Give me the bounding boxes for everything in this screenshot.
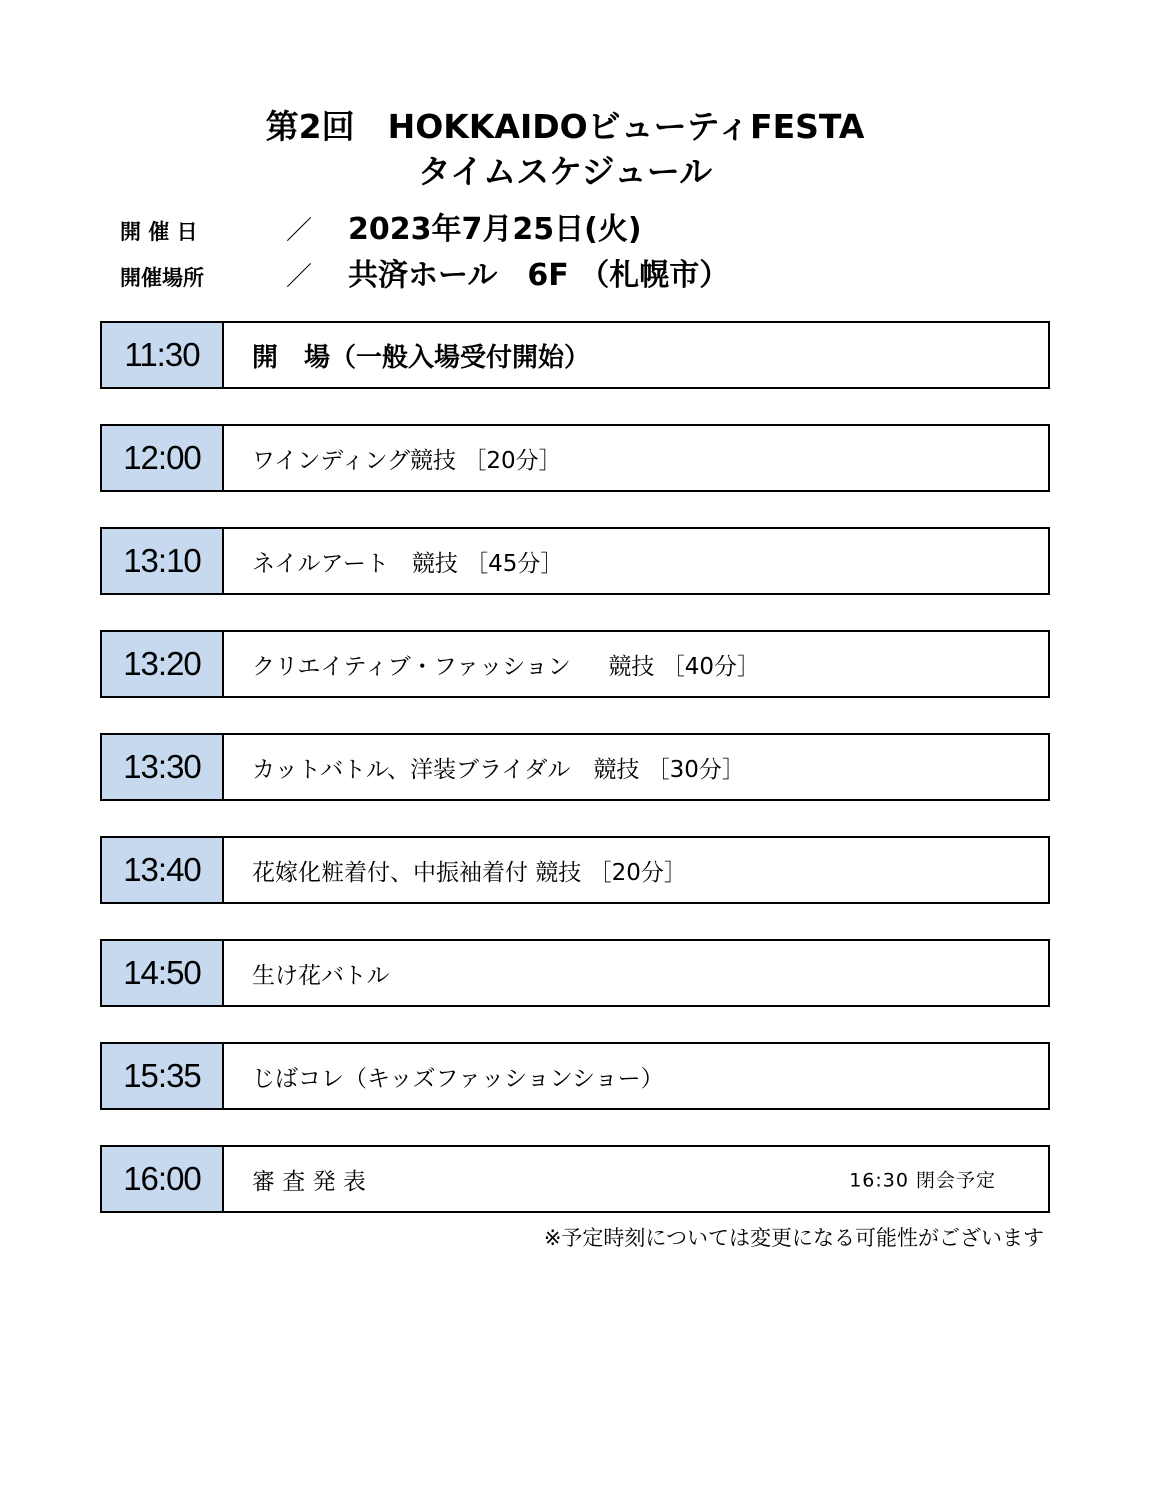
schedule-row (100, 527, 1050, 595)
event-cell (224, 941, 1048, 1005)
event-cell (224, 632, 1048, 696)
event-label: 生け花バトル (252, 962, 390, 989)
schedule-row (100, 836, 1050, 904)
time-cell: 11:30 (102, 323, 224, 387)
schedule-row (100, 733, 1050, 801)
time-cell: 13:30 (102, 735, 224, 799)
schedule-row (100, 424, 1050, 492)
closing-note: 16:30 閉会予定 (849, 1169, 996, 1192)
schedule-row (100, 630, 1050, 698)
time-cell: 12:00 (102, 426, 224, 490)
date-separator: ／ (286, 216, 313, 246)
event-label: ワインディング競技 ［20分］ (252, 447, 562, 474)
event-cell (224, 1147, 1048, 1211)
schedule-row (100, 1042, 1050, 1110)
venue-separator: ／ (286, 262, 313, 292)
event-label: じばコレ（キッズファッションショー） (252, 1065, 664, 1092)
footnote: ※予定時刻については変更になる可能性がございます (543, 1226, 1044, 1250)
event-label: カットバトル、洋装ブライダル 競技 ［30分］ (252, 756, 745, 783)
event-cell (224, 735, 1048, 799)
time-cell: 14:50 (102, 941, 224, 1005)
event-cell (224, 426, 1048, 490)
event-cell (224, 838, 1048, 902)
schedule-row (100, 939, 1050, 1007)
venue-row (0, 256, 1170, 300)
time-cell: 13:40 (102, 838, 224, 902)
date-row (0, 210, 1170, 254)
schedule-row (100, 321, 1050, 389)
event-label: 花嫁化粧着付、中振袖着付 競技 ［20分］ (252, 859, 687, 886)
event-label: 審 査 発 表 (252, 1168, 366, 1195)
venue-value: 共済ホール 6F （札幌市） (348, 258, 730, 293)
time-cell: 13:10 (102, 529, 224, 593)
event-label: クリエイティブ・ファッション 競技 ［40分］ (252, 653, 760, 680)
time-cell: 15:35 (102, 1044, 224, 1108)
date-value: 2023年7月25日(火) (348, 212, 642, 247)
document-title: 第2回 HOKKAIDOビューティFESTA (265, 107, 865, 146)
event-cell (224, 1044, 1048, 1108)
date-label: 開 催 日 (120, 220, 198, 244)
schedule-row (100, 1145, 1050, 1213)
event-cell (224, 529, 1048, 593)
schedule-table (100, 321, 1050, 1248)
event-label: 開 場（一般入場受付開始） (252, 342, 591, 373)
venue-label: 開催場所 (120, 266, 204, 290)
event-cell (224, 323, 1048, 387)
time-cell: 16:00 (102, 1147, 224, 1211)
time-cell: 13:20 (102, 632, 224, 696)
event-label: ネイルアート 競技 ［45分］ (252, 550, 564, 577)
document-subtitle: タイムスケジュール (417, 152, 713, 191)
